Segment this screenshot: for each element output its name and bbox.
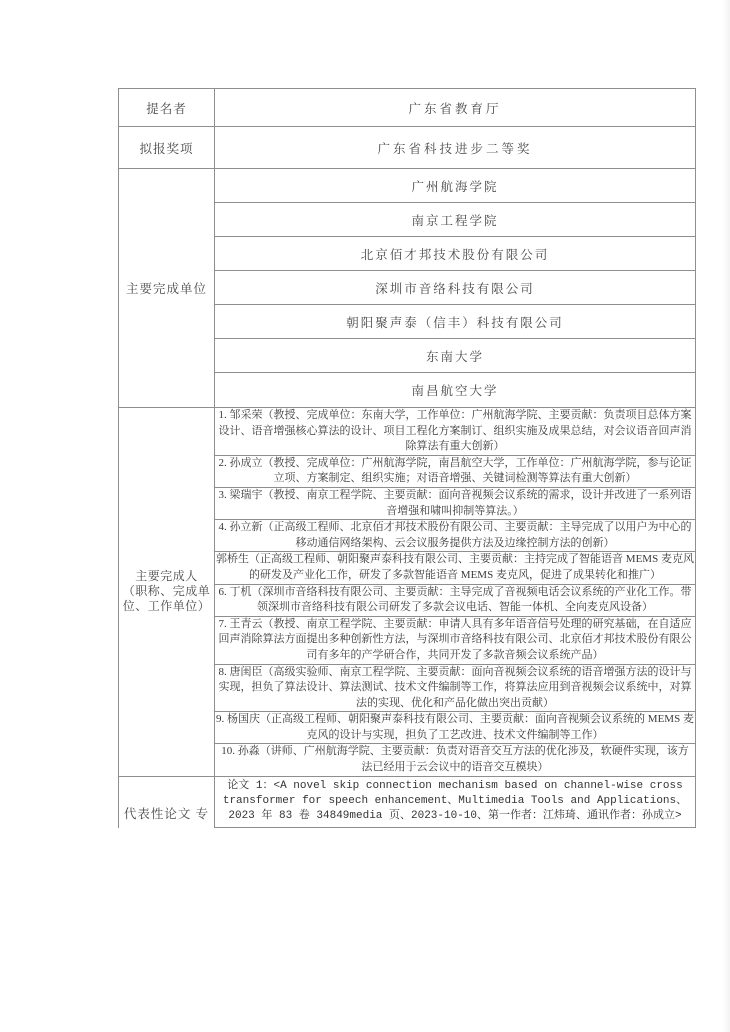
nominator-row bbox=[119, 89, 695, 127]
main-contributors-row bbox=[119, 408, 695, 777]
contributor-item: 3. 梁瑞宇（教授、南京工程学院、主要贡献：面向音视频会议系统的需求，设计并改进了一系列语音增强和啸叫抑制等算法。） bbox=[215, 488, 695, 520]
main-units-label: 主要完成单位 bbox=[119, 169, 215, 407]
contributor-item: 8. 唐闺臣（高级实验师、南京工程学院、主要贡献：面向音视频会议系统的语音增强方法的设计与实现，担负了算法设计、算法测试、技术文件编制等工作，将算法应用到音视频会议系统中，对算法的实现、优化和产品化做出突出贡献） bbox=[215, 665, 695, 713]
representative-papers-list bbox=[215, 777, 695, 828]
unit-item: 南昌航空大学 bbox=[411, 384, 499, 398]
representative-papers-label: 代表性论文 专 bbox=[119, 777, 215, 828]
contributor-item: 7. 王青云（教授、南京工程学院、主要贡献：申请人具有多年语音信号处理的研究基础，在自适应回声消除算法方面提出多种创新性方法，与深圳市音络科技有限公司、北京佰才邦技术股份有限公司有多年的产学研合作，共同开发了多款音频会议系统产品） bbox=[215, 617, 695, 665]
unit-item: 广州航海学院 bbox=[215, 169, 695, 203]
award-row bbox=[119, 127, 695, 169]
unit-item: 北京佰才邦技术股份有限公司 bbox=[215, 237, 695, 271]
award-label: 拟报奖项 bbox=[119, 127, 215, 168]
main-contributors-label-line: （职称、完成单 bbox=[122, 584, 211, 599]
contributor-item: 4. 孙立新（正高级工程师、北京佰才邦技术股份有限公司、主要贡献：主导完成了以用户为中心的移动通信网络架构、云会议服务提供方法及边缘控制方法的创新） bbox=[215, 520, 695, 552]
nominator-label: 提名者 bbox=[119, 89, 215, 126]
representative-papers-row bbox=[119, 777, 695, 828]
unit-item: 深圳市音络科技有限公司 bbox=[215, 271, 695, 305]
main-contributors-label bbox=[119, 408, 215, 776]
contributor-item: 6. 丁机（深圳市音络科技有限公司、主要贡献：主导完成了音视频电话会议系统的产业化工作。带领深圳市音络科技有限公司研发了多款会议电话、智能一体机、全向麦克风设备） bbox=[215, 585, 695, 617]
main-contributors-label-line: 主要完成人 bbox=[135, 569, 198, 584]
contributor-item: 2. 孙成立（教授、完成单位：广州航海学院，南昌航空大学，工作单位：广州航海学院，参与论证立项、方案制定、组织实施；对语音增强、关键词检测等算法有重大创新） bbox=[215, 456, 695, 488]
unit-item: 东南大学 bbox=[215, 339, 695, 373]
scan-edge-shadow bbox=[722, 0, 730, 1032]
award-nomination-table bbox=[118, 88, 696, 828]
main-units-row bbox=[119, 169, 695, 408]
paper-item: 论文 1：<A novel skip connection mechanism based on channel-wise cross transformer for speech enhancement、Multimedia Tools and Applications、2023 年 83 卷 34849media 页、2023-10-10、第一作者：江炜琦、通讯作者：孙成立> bbox=[215, 777, 695, 828]
unit-item: 南京工程学院 bbox=[215, 203, 695, 237]
contributor-item: 郭桥生（正高级工程师、朝阳聚声泰科技有限公司、主要贡献：主持完成了智能语音 MEMS 麦克风的研发及产业化工作，研发了多款智能语音 MEMS 麦克风，促进了成果转化和推广） bbox=[215, 552, 695, 584]
contributor-item: 1. 邹采荣（教授、完成单位：东南大学，工作单位：广州航海学院、主要贡献：负责项目总体方案设计、语音增强核心算法的设计、项目工程化方案制订、组织实施及成果总结，对会议语音回声消除算法有重大创新） bbox=[215, 408, 695, 456]
contributor-item: 10. 孙淼（讲师、广州航海学院、主要贡献：负责对语音交互方法的优化涉及，软硬件实现，该方法已经用于云会议中的语音交互模块） bbox=[221, 745, 689, 774]
main-contributors-list bbox=[215, 408, 695, 776]
contributor-item: 9. 杨国庆（正高级工程师、朝阳聚声泰科技有限公司、主要贡献：面向音视频会议系统的 MEMS 麦克风的设计与实现，担负了工艺改进、技术文件编制等工作） bbox=[215, 712, 695, 744]
main-contributors-label-line: 位、工作单位） bbox=[122, 599, 211, 614]
nominator-value: 广东省教育厅 bbox=[408, 101, 502, 116]
unit-item: 朝阳聚声泰（信丰）科技有限公司 bbox=[215, 305, 695, 339]
main-units-list bbox=[215, 169, 695, 407]
award-value: 广东省科技进步二等奖 bbox=[377, 141, 533, 156]
